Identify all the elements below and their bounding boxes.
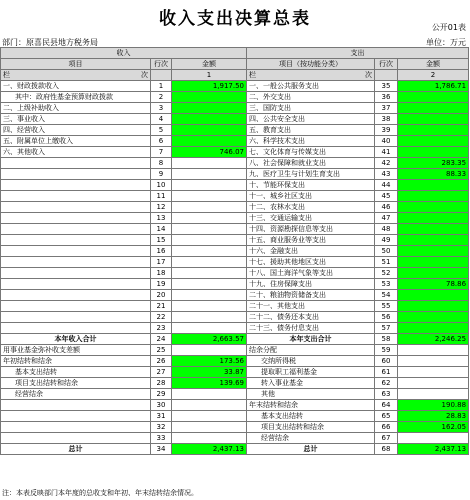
table-row bbox=[1, 444, 469, 455]
income-item: 六、其他收入 bbox=[1, 147, 151, 158]
income-amount bbox=[172, 114, 247, 125]
table-row bbox=[1, 202, 469, 213]
income-amount-header: 金额 bbox=[172, 59, 247, 70]
income-item bbox=[1, 422, 151, 433]
expense-row-no: 49 bbox=[375, 235, 398, 246]
income-row-no: 19 bbox=[151, 279, 172, 290]
income-item: 基本支出结转 bbox=[1, 367, 151, 378]
unit-label: 单位：万元 bbox=[426, 38, 466, 47]
page-title: 收入支出决算总表 bbox=[159, 9, 311, 29]
col-label-left: 栏 bbox=[3, 71, 10, 79]
table-row bbox=[1, 312, 469, 323]
income-item: 项目支出结转和结余 bbox=[1, 378, 151, 389]
income-item: 一、财政拨款收入 bbox=[1, 81, 151, 92]
table-row bbox=[1, 389, 469, 400]
expense-item: 项目支出结转和结余 bbox=[247, 422, 375, 433]
expense-row-no: 63 bbox=[375, 389, 398, 400]
column-header-row bbox=[1, 59, 469, 70]
expense-amount bbox=[398, 323, 469, 334]
expense-item: 二十、粮油物资储备支出 bbox=[247, 290, 375, 301]
expense-amount bbox=[398, 136, 469, 147]
income-item bbox=[1, 433, 151, 444]
income-amount: 139.69 bbox=[172, 378, 247, 389]
income-amount bbox=[172, 180, 247, 191]
table-row bbox=[1, 301, 469, 312]
table-row bbox=[1, 224, 469, 235]
expense-item: 十三、交通运输支出 bbox=[247, 213, 375, 224]
table-row bbox=[1, 191, 469, 202]
expense-item: 十八、国土海洋气象等支出 bbox=[247, 268, 375, 279]
expense-amount bbox=[398, 92, 469, 103]
income-item: 三、事业收入 bbox=[1, 114, 151, 125]
income-row-no: 18 bbox=[151, 268, 172, 279]
income-row-no: 24 bbox=[151, 334, 172, 345]
expense-row-no: 35 bbox=[375, 81, 398, 92]
table-row bbox=[1, 169, 469, 180]
expense-row-no: 54 bbox=[375, 290, 398, 301]
expense-amount bbox=[398, 114, 469, 125]
income-item: 二、上级补助收入 bbox=[1, 103, 151, 114]
income-row-no: 27 bbox=[151, 367, 172, 378]
expense-item: 十一、城乡社区支出 bbox=[247, 191, 375, 202]
expense-item: 十五、商业服务业等支出 bbox=[247, 235, 375, 246]
expense-rowno-header: 行次 bbox=[375, 59, 398, 70]
expense-item: 一、一般公共服务支出 bbox=[247, 81, 375, 92]
expense-row-no: 52 bbox=[375, 268, 398, 279]
income-row-no: 30 bbox=[151, 400, 172, 411]
income-amount bbox=[172, 433, 247, 444]
income-row-no: 26 bbox=[151, 356, 172, 367]
income-row-no: 32 bbox=[151, 422, 172, 433]
expense-row-no: 43 bbox=[375, 169, 398, 180]
income-row-no: 28 bbox=[151, 378, 172, 389]
expense-item: 七、文化体育与传媒支出 bbox=[247, 147, 375, 158]
expense-row-no: 57 bbox=[375, 323, 398, 334]
expense-item: 基本支出结转 bbox=[247, 411, 375, 422]
expense-row-no: 50 bbox=[375, 246, 398, 257]
expense-item: 十、节能环保支出 bbox=[247, 180, 375, 191]
expense-amount: 1,786.71 bbox=[398, 81, 469, 92]
expense-row-no: 44 bbox=[375, 180, 398, 191]
income-row-no: 9 bbox=[151, 169, 172, 180]
table-row bbox=[1, 235, 469, 246]
income-amount bbox=[172, 345, 247, 356]
expense-row-no: 48 bbox=[375, 224, 398, 235]
expense-row-no: 59 bbox=[375, 345, 398, 356]
expense-item: 转入事业基金 bbox=[247, 378, 375, 389]
income-item bbox=[1, 268, 151, 279]
expense-row-no: 67 bbox=[375, 433, 398, 444]
income-item bbox=[1, 246, 151, 257]
table-row bbox=[1, 103, 469, 114]
income-amount: 746.07 bbox=[172, 147, 247, 158]
expense-item: 十四、资源勘探信息等支出 bbox=[247, 224, 375, 235]
expense-amount bbox=[398, 290, 469, 301]
expense-item: 五、教育支出 bbox=[247, 125, 375, 136]
income-row-no: 7 bbox=[151, 147, 172, 158]
expense-row-no: 53 bbox=[375, 279, 398, 290]
expense-section-header: 支出 bbox=[247, 48, 469, 59]
expense-row-no: 62 bbox=[375, 378, 398, 389]
income-amount bbox=[172, 323, 247, 334]
income-row-no: 5 bbox=[151, 125, 172, 136]
income-amount bbox=[172, 268, 247, 279]
expense-amount bbox=[398, 224, 469, 235]
expense-amount bbox=[398, 301, 469, 312]
income-item bbox=[1, 290, 151, 301]
income-amount bbox=[172, 290, 247, 301]
col-label-right: 栏 bbox=[249, 71, 257, 79]
table-row bbox=[1, 257, 469, 268]
income-amount bbox=[172, 235, 247, 246]
expense-row-no: 56 bbox=[375, 312, 398, 323]
column-index-row bbox=[1, 70, 469, 81]
table-row bbox=[1, 378, 469, 389]
expense-item: 其他 bbox=[247, 389, 375, 400]
expense-item: 结余分配 bbox=[247, 345, 375, 356]
income-item bbox=[1, 213, 151, 224]
income-amount bbox=[172, 246, 247, 257]
expense-amount bbox=[398, 202, 469, 213]
income-amount: 173.56 bbox=[172, 356, 247, 367]
income-item bbox=[1, 180, 151, 191]
table-row bbox=[1, 279, 469, 290]
income-item: 总计 bbox=[1, 444, 151, 455]
table-row bbox=[1, 268, 469, 279]
income-item: 本年收入合计 bbox=[1, 334, 151, 345]
expense-item: 八、社会保障和就业支出 bbox=[247, 158, 375, 169]
table-row bbox=[1, 81, 469, 92]
income-col-label bbox=[1, 70, 151, 81]
table-row bbox=[1, 433, 469, 444]
expense-col-index: 2 bbox=[398, 70, 469, 81]
income-row-no: 11 bbox=[151, 191, 172, 202]
income-amount bbox=[172, 312, 247, 323]
income-item: 其中：政府性基金预算财政拨款 bbox=[1, 92, 151, 103]
expense-amount: 190.88 bbox=[398, 400, 469, 411]
form-number: 公开01表 bbox=[431, 23, 466, 32]
income-rowno-header: 行次 bbox=[151, 59, 172, 70]
expense-row-no: 37 bbox=[375, 103, 398, 114]
expense-amount bbox=[398, 235, 469, 246]
income-item bbox=[1, 224, 151, 235]
expense-row-no: 46 bbox=[375, 202, 398, 213]
table-row bbox=[1, 367, 469, 378]
expense-amount bbox=[398, 213, 469, 224]
income-amount bbox=[172, 136, 247, 147]
income-row-no: 15 bbox=[151, 235, 172, 246]
income-item bbox=[1, 191, 151, 202]
income-row-no: 6 bbox=[151, 136, 172, 147]
expense-row-no: 68 bbox=[375, 444, 398, 455]
income-item bbox=[1, 235, 151, 246]
income-amount bbox=[172, 422, 247, 433]
table-row bbox=[1, 334, 469, 345]
income-row-no: 3 bbox=[151, 103, 172, 114]
income-amount bbox=[172, 389, 247, 400]
expense-item: 四、公共安全支出 bbox=[247, 114, 375, 125]
table-row bbox=[1, 136, 469, 147]
income-amount bbox=[172, 202, 247, 213]
department-label: 部门：原喜民县地方税务局 bbox=[2, 38, 98, 47]
expense-amount bbox=[398, 312, 469, 323]
expense-amount bbox=[398, 180, 469, 191]
income-row-no: 25 bbox=[151, 345, 172, 356]
income-row-no: 20 bbox=[151, 290, 172, 301]
expense-col-blank bbox=[375, 70, 398, 81]
expense-item: 十九、住房保障支出 bbox=[247, 279, 375, 290]
income-amount bbox=[172, 257, 247, 268]
expense-row-no: 47 bbox=[375, 213, 398, 224]
expense-amount bbox=[398, 147, 469, 158]
table-row bbox=[1, 92, 469, 103]
income-amount: 33.87 bbox=[172, 367, 247, 378]
expense-amount: 283.35 bbox=[398, 158, 469, 169]
expense-item: 三、国防支出 bbox=[247, 103, 375, 114]
expense-row-no: 45 bbox=[375, 191, 398, 202]
expense-item: 二、外交支出 bbox=[247, 92, 375, 103]
expense-row-no: 36 bbox=[375, 92, 398, 103]
expense-item: 二十二、债务还本支出 bbox=[247, 312, 375, 323]
income-row-no: 31 bbox=[151, 411, 172, 422]
expense-amount bbox=[398, 191, 469, 202]
income-amount bbox=[172, 125, 247, 136]
expense-row-no: 38 bbox=[375, 114, 398, 125]
section-header-row bbox=[1, 48, 469, 59]
expense-amount: 2,246.25 bbox=[398, 334, 469, 345]
income-amount bbox=[172, 400, 247, 411]
expense-amount: 78.86 bbox=[398, 279, 469, 290]
income-item: 用事业基金弥补收支差额 bbox=[1, 345, 151, 356]
income-col-index: 1 bbox=[172, 70, 247, 81]
expense-amount bbox=[398, 103, 469, 114]
table-row bbox=[1, 400, 469, 411]
table-row bbox=[1, 180, 469, 191]
income-row-no: 4 bbox=[151, 114, 172, 125]
expense-item: 总计 bbox=[247, 444, 375, 455]
expense-item: 六、科学技术支出 bbox=[247, 136, 375, 147]
income-amount bbox=[172, 279, 247, 290]
income-row-no: 23 bbox=[151, 323, 172, 334]
income-row-no: 1 bbox=[151, 81, 172, 92]
expense-amount bbox=[398, 433, 469, 444]
income-item bbox=[1, 158, 151, 169]
expense-row-no: 39 bbox=[375, 125, 398, 136]
expense-item: 本年支出合计 bbox=[247, 334, 375, 345]
table-row bbox=[1, 290, 469, 301]
expense-item: 二十三、债务付息支出 bbox=[247, 323, 375, 334]
income-item: 四、经营收入 bbox=[1, 125, 151, 136]
income-item bbox=[1, 323, 151, 334]
table-row bbox=[1, 422, 469, 433]
expense-amount: 28.83 bbox=[398, 411, 469, 422]
expense-item: 十七、援助其他地区支出 bbox=[247, 257, 375, 268]
expense-row-no: 40 bbox=[375, 136, 398, 147]
income-amount bbox=[172, 411, 247, 422]
income-row-no: 29 bbox=[151, 389, 172, 400]
expense-item-header: 项目（按功能分类） bbox=[247, 59, 375, 70]
expense-col-label bbox=[247, 70, 375, 81]
income-amount bbox=[172, 213, 247, 224]
income-item bbox=[1, 301, 151, 312]
expense-amount bbox=[398, 356, 469, 367]
income-item bbox=[1, 411, 151, 422]
income-col-blank bbox=[151, 70, 172, 81]
income-item: 年初结转和结余 bbox=[1, 356, 151, 367]
income-row-no: 2 bbox=[151, 92, 172, 103]
expense-item: 交纳所得税 bbox=[247, 356, 375, 367]
income-amount bbox=[172, 191, 247, 202]
income-amount: 2,663.57 bbox=[172, 334, 247, 345]
income-row-no: 8 bbox=[151, 158, 172, 169]
income-row-no: 33 bbox=[151, 433, 172, 444]
table-row bbox=[1, 114, 469, 125]
income-amount bbox=[172, 224, 247, 235]
expense-item: 九、医疗卫生与计划生育支出 bbox=[247, 169, 375, 180]
expense-row-no: 61 bbox=[375, 367, 398, 378]
expense-item: 十二、农林水支出 bbox=[247, 202, 375, 213]
table-row bbox=[1, 147, 469, 158]
expense-item: 提取职工福利基金 bbox=[247, 367, 375, 378]
income-amount bbox=[172, 301, 247, 312]
income-amount: 2,437.13 bbox=[172, 444, 247, 455]
expense-amount bbox=[398, 367, 469, 378]
expense-amount bbox=[398, 268, 469, 279]
income-item bbox=[1, 257, 151, 268]
table-row bbox=[1, 213, 469, 224]
expense-row-no: 55 bbox=[375, 301, 398, 312]
income-item bbox=[1, 312, 151, 323]
income-row-no: 21 bbox=[151, 301, 172, 312]
expense-row-no: 51 bbox=[375, 257, 398, 268]
expense-row-no: 42 bbox=[375, 158, 398, 169]
expense-item: 十六、金融支出 bbox=[247, 246, 375, 257]
col-suffix-right: 次 bbox=[365, 71, 373, 79]
income-row-no: 22 bbox=[151, 312, 172, 323]
income-row-no: 10 bbox=[151, 180, 172, 191]
income-amount bbox=[172, 158, 247, 169]
expense-amount: 2,437.13 bbox=[398, 444, 469, 455]
expense-row-no: 58 bbox=[375, 334, 398, 345]
expense-item: 二十一、其他支出 bbox=[247, 301, 375, 312]
expense-row-no: 60 bbox=[375, 356, 398, 367]
col-suffix-left: 次 bbox=[141, 71, 148, 79]
expense-amount bbox=[398, 345, 469, 356]
income-item bbox=[1, 400, 151, 411]
table-row bbox=[1, 323, 469, 334]
table-row bbox=[1, 356, 469, 367]
expense-row-no: 64 bbox=[375, 400, 398, 411]
income-row-no: 17 bbox=[151, 257, 172, 268]
income-item: 经营结余 bbox=[1, 389, 151, 400]
expense-amount: 162.05 bbox=[398, 422, 469, 433]
table-row bbox=[1, 125, 469, 136]
expense-amount-header: 金额 bbox=[398, 59, 469, 70]
expense-amount bbox=[398, 125, 469, 136]
expense-amount bbox=[398, 389, 469, 400]
income-amount bbox=[172, 169, 247, 180]
expense-amount bbox=[398, 378, 469, 389]
income-row-no: 14 bbox=[151, 224, 172, 235]
income-item bbox=[1, 279, 151, 290]
expense-row-no: 65 bbox=[375, 411, 398, 422]
expense-amount bbox=[398, 257, 469, 268]
table-row bbox=[1, 411, 469, 422]
income-section-header: 收入 bbox=[1, 48, 247, 59]
income-item: 五、附属单位上缴收入 bbox=[1, 136, 151, 147]
income-amount bbox=[172, 92, 247, 103]
summary-table bbox=[0, 47, 469, 455]
expense-amount bbox=[398, 246, 469, 257]
income-row-no: 34 bbox=[151, 444, 172, 455]
income-item bbox=[1, 202, 151, 213]
table-row bbox=[1, 246, 469, 257]
footnote: 注：本表反映部门本年度的总收支和年初、年末结转结余情况。 bbox=[2, 489, 198, 497]
income-item-header: 项目 bbox=[1, 59, 151, 70]
table-row bbox=[1, 158, 469, 169]
income-row-no: 12 bbox=[151, 202, 172, 213]
income-amount bbox=[172, 103, 247, 114]
expense-amount: 88.33 bbox=[398, 169, 469, 180]
income-row-no: 16 bbox=[151, 246, 172, 257]
expense-row-no: 66 bbox=[375, 422, 398, 433]
expense-item: 经营结余 bbox=[247, 433, 375, 444]
income-item bbox=[1, 169, 151, 180]
income-row-no: 13 bbox=[151, 213, 172, 224]
expense-row-no: 41 bbox=[375, 147, 398, 158]
table-row bbox=[1, 345, 469, 356]
expense-item: 年末结转和结余 bbox=[247, 400, 375, 411]
income-amount: 1,917.50 bbox=[172, 81, 247, 92]
